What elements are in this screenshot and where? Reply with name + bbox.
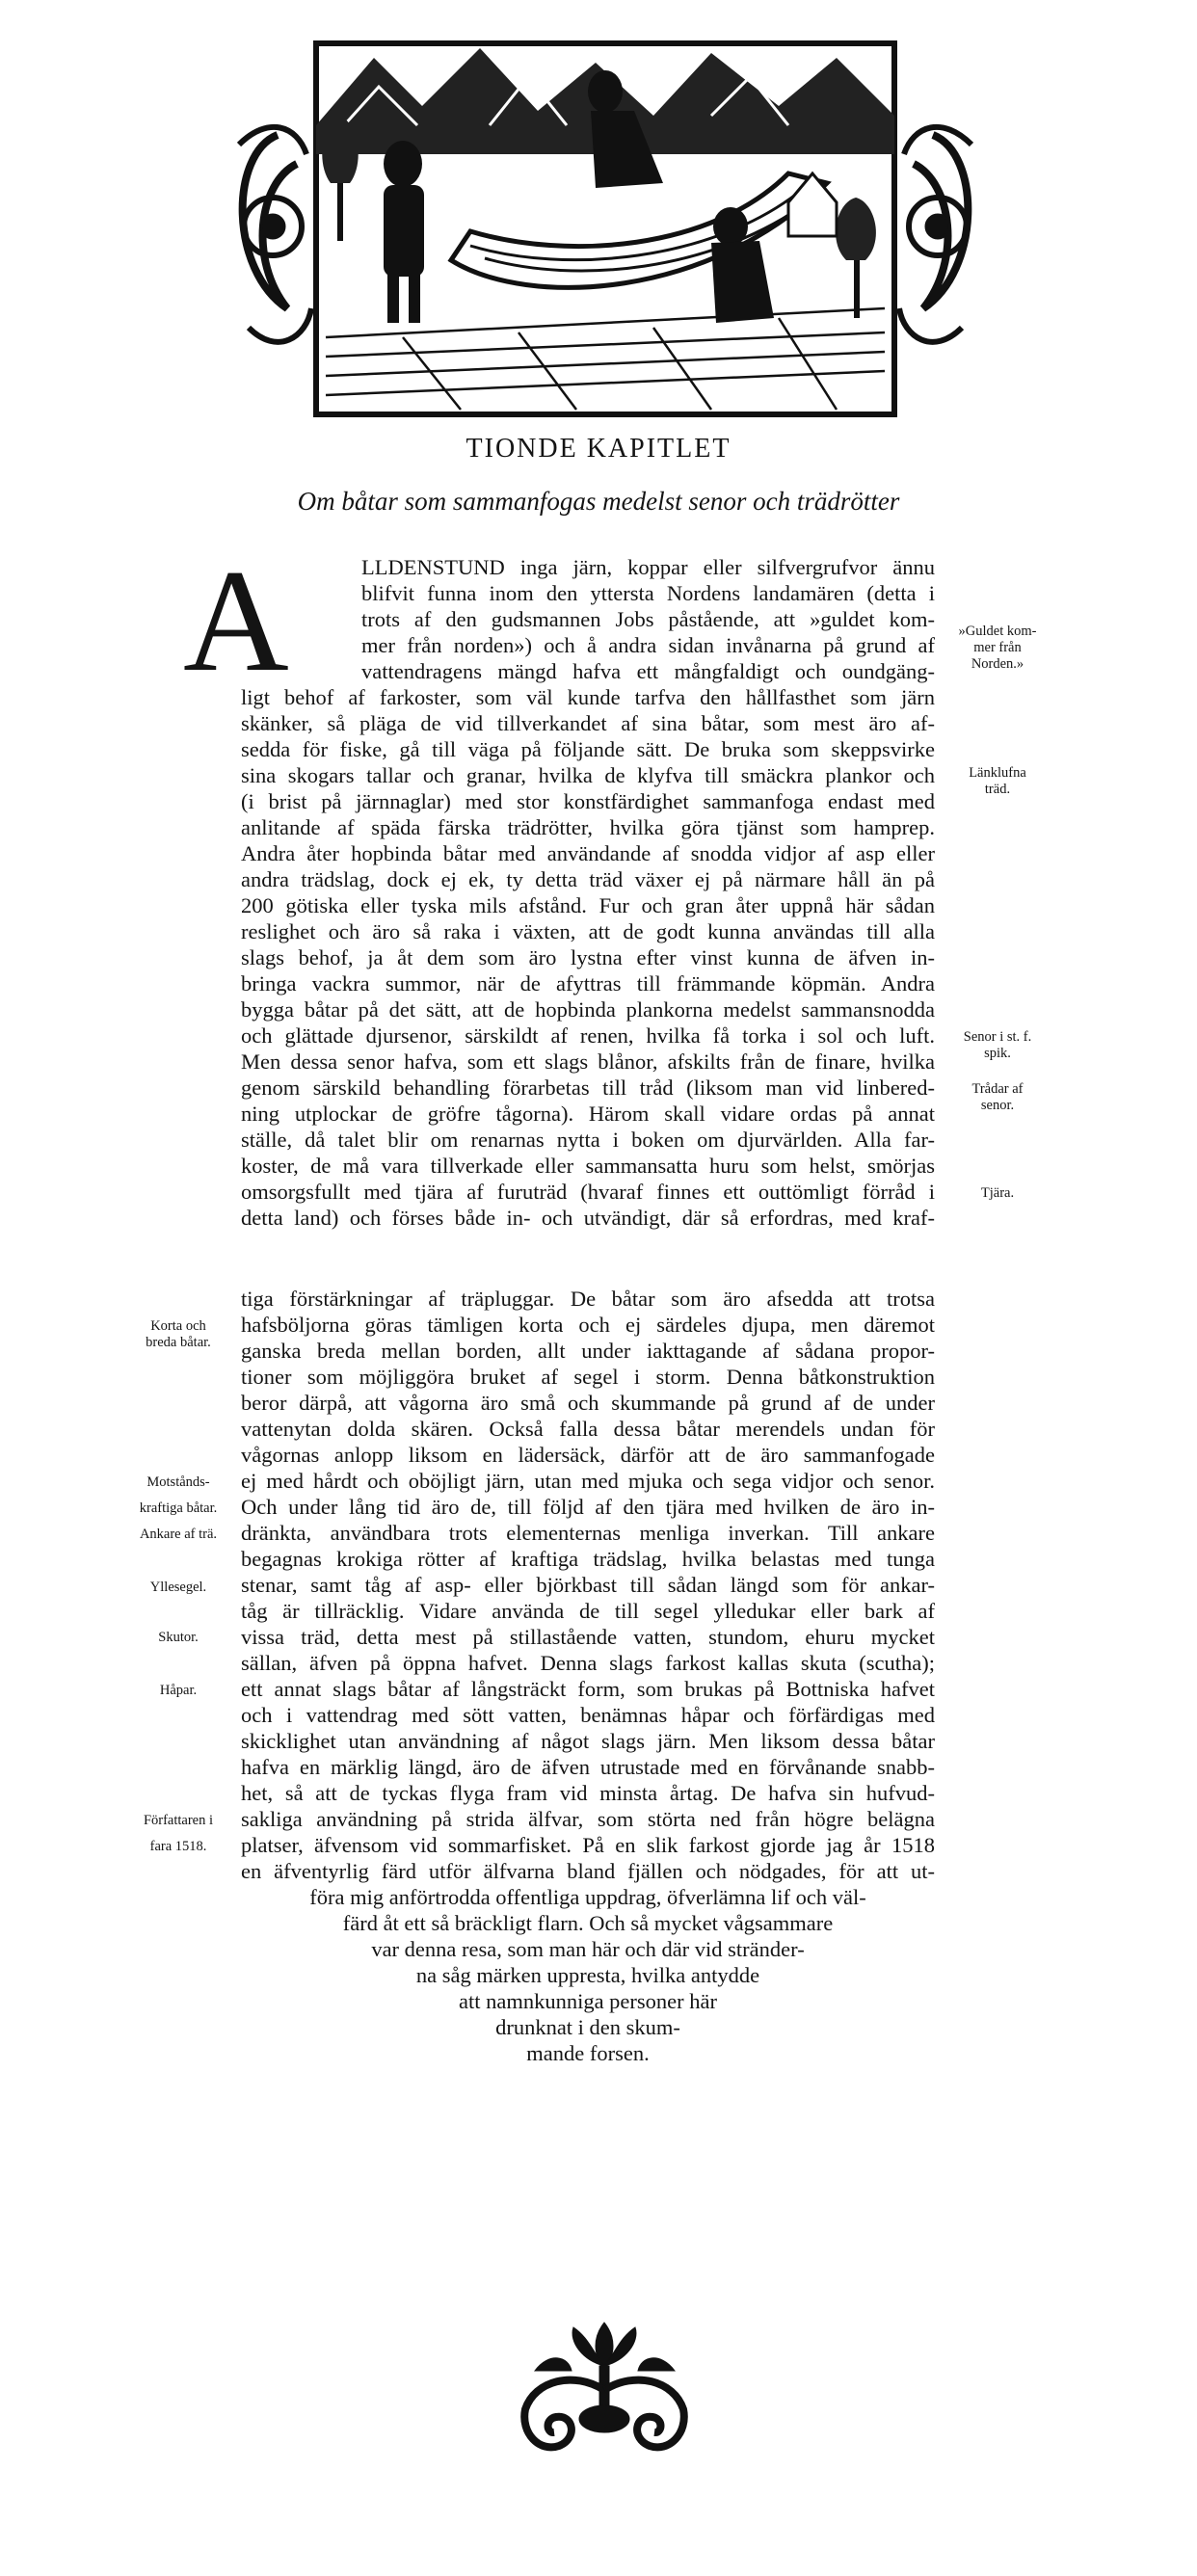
text-line: sakliga användning på strida älfvar, som störta ned från högre belägna [241, 1807, 935, 1831]
text-line: vattendragens mängd hafva ett mångfaldigt och oundgäng- [361, 659, 935, 683]
text-line: ligt behof af farkoster, som väl kunde tarfva den hållfasthet som järn [241, 685, 935, 709]
text-line: skicklighet utan användning af något slags järn. Men liksom dessa båtar [241, 1729, 935, 1753]
margin-note: träd. [984, 782, 1011, 797]
text-line: reslighet och äro så raka i växten, att de godt kunna användas till alla [241, 919, 935, 943]
margin-note: Håpar. [159, 1683, 198, 1698]
chapter-title: TIONDE KAPITLET [466, 434, 732, 464]
margin-note: Trådar af [971, 1081, 1024, 1097]
text-line: och i vattendrag med sött vatten, benämnas håpar och förfärdigas med [241, 1703, 935, 1727]
text-line: tiga förstärkningar af träpluggar. De båtar som äro afsedda att trotsa [241, 1287, 935, 1311]
woodcut-illustration [210, 19, 1000, 434]
margin-note: Motstånds- [146, 1474, 210, 1490]
text-line: sedda för fiske, gå till väga på följande sätt. De bruka som skeppsvirke [241, 737, 935, 761]
margin-note: Skutor. [158, 1630, 199, 1645]
text-line: detta land) och förses både in- och utvändigt, där så erfordras, med kraf- [241, 1206, 935, 1230]
text-line: bringa vackra summor, när de afyttras till främmande köpmän. Andra [241, 971, 935, 996]
margin-note: senor. [980, 1098, 1015, 1113]
text-line: föra mig anförtrodda offentliga uppdrag, öfverlämna lif och väl- [309, 1885, 866, 1909]
text-line: stenar, samt tåg af asp- eller björkbast till sådan längd som för ankar- [241, 1573, 935, 1597]
text-line: ganska breda mellan borden, allt under iakttagande af sådana propor- [241, 1339, 935, 1363]
margin-note: Tjära. [980, 1185, 1015, 1201]
margin-note: mer från [973, 640, 1022, 655]
text-line: vissa träd, detta mest på stillastående vatten, stundom, ehuru mycket [241, 1625, 935, 1649]
text-line: att namnkunniga personer här [458, 1989, 718, 2013]
text-line: platser, äfvensom vid sommarfisket. På en slik farkost gjorde jag år 1518 [241, 1833, 935, 1857]
text-line: 200 götiska eller tyska mils afstånd. Fur och gran åter uppnå här sådan [241, 893, 935, 917]
chapter-subtitle: Om båtar som sammanfogas medelst senor och trädrötter [297, 487, 900, 516]
text-line: ej med hårdt och oböjligt järn, utan med mjuka och sega vidjor och senor. [241, 1469, 935, 1493]
text-line: hafva en märklig längd, äro de äfven utrustade med en förvånande snabb- [241, 1755, 935, 1779]
text-line: sina skogars tallar och granar, hvilka de klyfva till smäckra plankor och [241, 763, 935, 787]
text-line: och glättade djursenor, särskildt af renen, hvilka få torka i sol och luft. [241, 1023, 935, 1048]
text-line: (i brist på järnnaglar) med stor konstfärdighet sammanfoga endast med [241, 789, 935, 813]
text-line: vattenytan dolda skären. Också falla dessa båtar merendels undan för [241, 1417, 935, 1441]
text-line: var denna resa, som man här och där vid stränder- [371, 1937, 805, 1961]
text-line: beror därpå, att vågorna äro små och skummande på grund af de under [241, 1391, 935, 1415]
text-line: blifvit funna inom den yttersta Nordens landamären (detta i [361, 581, 935, 605]
text-line: LLDENSTUND inga järn, koppar eller silfvergrufvor ännu [361, 555, 935, 579]
text-line: na såg märken uppresta, hvilka antydde [415, 1963, 760, 1987]
text-line: dränkta, användbara trots elementernas menliga inverkan. Till ankare [241, 1521, 935, 1545]
text-line: het, så att de tyckas flyga fram vid minsta årtag. De hafva sin hufvud- [241, 1781, 935, 1805]
margin-note: kraftiga båtar. [139, 1500, 218, 1516]
text-line: hafsböljorna göras tämligen korta och ej särdeles djupa, men däremot [241, 1313, 935, 1337]
text-line: Andra åter hopbinda båtar med användande af snodda vidjor af asp eller [241, 841, 935, 865]
text-line: andra trädslag, dock ej ek, ty detta träd växer ej på närmare håll än på [241, 867, 935, 891]
text-line: Men dessa senor hafva, som ett slags blånor, afskilts från de finare, hvilka [241, 1049, 935, 1074]
margin-note: Senor i st. f. [963, 1029, 1032, 1045]
text-line: Och under lång tid äro de, till följd af den tjära med hvilken de äro in- [241, 1495, 935, 1519]
text-line: trots af den gudsmannen Jobs påstående, att »guldet kom- [361, 607, 935, 631]
text-line: en äfventyrlig färd utför älfvarna bland fjällen och nödgades, för att ut- [241, 1859, 935, 1883]
drop-cap: A [183, 540, 289, 702]
margin-note: Länklufna [969, 765, 1026, 781]
margin-note: Norden.» [971, 656, 1024, 672]
text-line: omsorgsfullt med tjära af furuträd (hvaraf finnes ett outtömligt förråd i [241, 1180, 935, 1204]
text-line: tioner som möjliggöra bruket af segel i storm. Denna båtkonstruktion [241, 1365, 935, 1389]
text-line: anlitande af späda färska trädrötter, hvilka göra tjänst som hamprep. [241, 815, 935, 839]
text-line: drunknat i den skum- [495, 2015, 680, 2039]
text-line: ställe, då talet blir om renarnas nytta i boken om djurvärlden. Alla far- [241, 1128, 935, 1152]
text-line: färd åt ett så bräckligt flarn. Och så mycket vågsammare [342, 1911, 834, 1935]
text-line: slags behof, ja åt dem som äro lystna efter vinst kunna de äfven in- [241, 945, 935, 969]
text-line: bygga båtar på det sätt, att de hopbinda plankorna medelst sammansnodda [241, 997, 935, 1022]
margin-note: Korta och [150, 1318, 206, 1334]
margin-note: Författaren i [143, 1813, 214, 1828]
margin-note: Yllesegel. [149, 1580, 207, 1595]
text-line: begagnas krokiga rötter af kraftiga trädslag, hvilka belastas med tunga [241, 1547, 935, 1571]
text-line: ett annat slags båtar af långsträckt form, som brukas på Bottniska hafvet [241, 1677, 935, 1701]
text-line: genom särskild behandling förarbetas till tråd (liksom man vid linbered- [241, 1076, 935, 1100]
text-line: vågornas anlopp liksom en lädersäck, därför att de äro sammanfogade [241, 1443, 935, 1467]
margin-note: spik. [984, 1046, 1011, 1061]
margin-note: breda båtar. [146, 1335, 211, 1350]
fleuron-ornament-icon [496, 2313, 713, 2462]
text-line: mande forsen. [526, 2041, 650, 2065]
margin-note: fara 1518. [149, 1839, 207, 1854]
text-line: skänker, så pläga de vid tillverkandet af sina båtar, som mest äro af- [241, 711, 935, 735]
text-line: sällan, äfven på öppna hafvet. Denna slags farkost kallas skuta (scutha); [241, 1651, 935, 1675]
text-line: ning utplockar de gröfre tågorna). Härom skall vidare ordas på annat [241, 1102, 935, 1126]
text-line: tåg är tillräcklig. Vidare använda de till segel ylledukar eller bark af [241, 1599, 935, 1623]
text-line: mer från norden») och å andra sidan invånarna på grund af [361, 633, 935, 657]
text-line: koster, de må vara tillverkade eller sammansatta huru som helst, smörjas [241, 1154, 935, 1178]
margin-note: »Guldet kom- [958, 624, 1037, 639]
margin-note: Ankare af trä. [139, 1527, 218, 1542]
